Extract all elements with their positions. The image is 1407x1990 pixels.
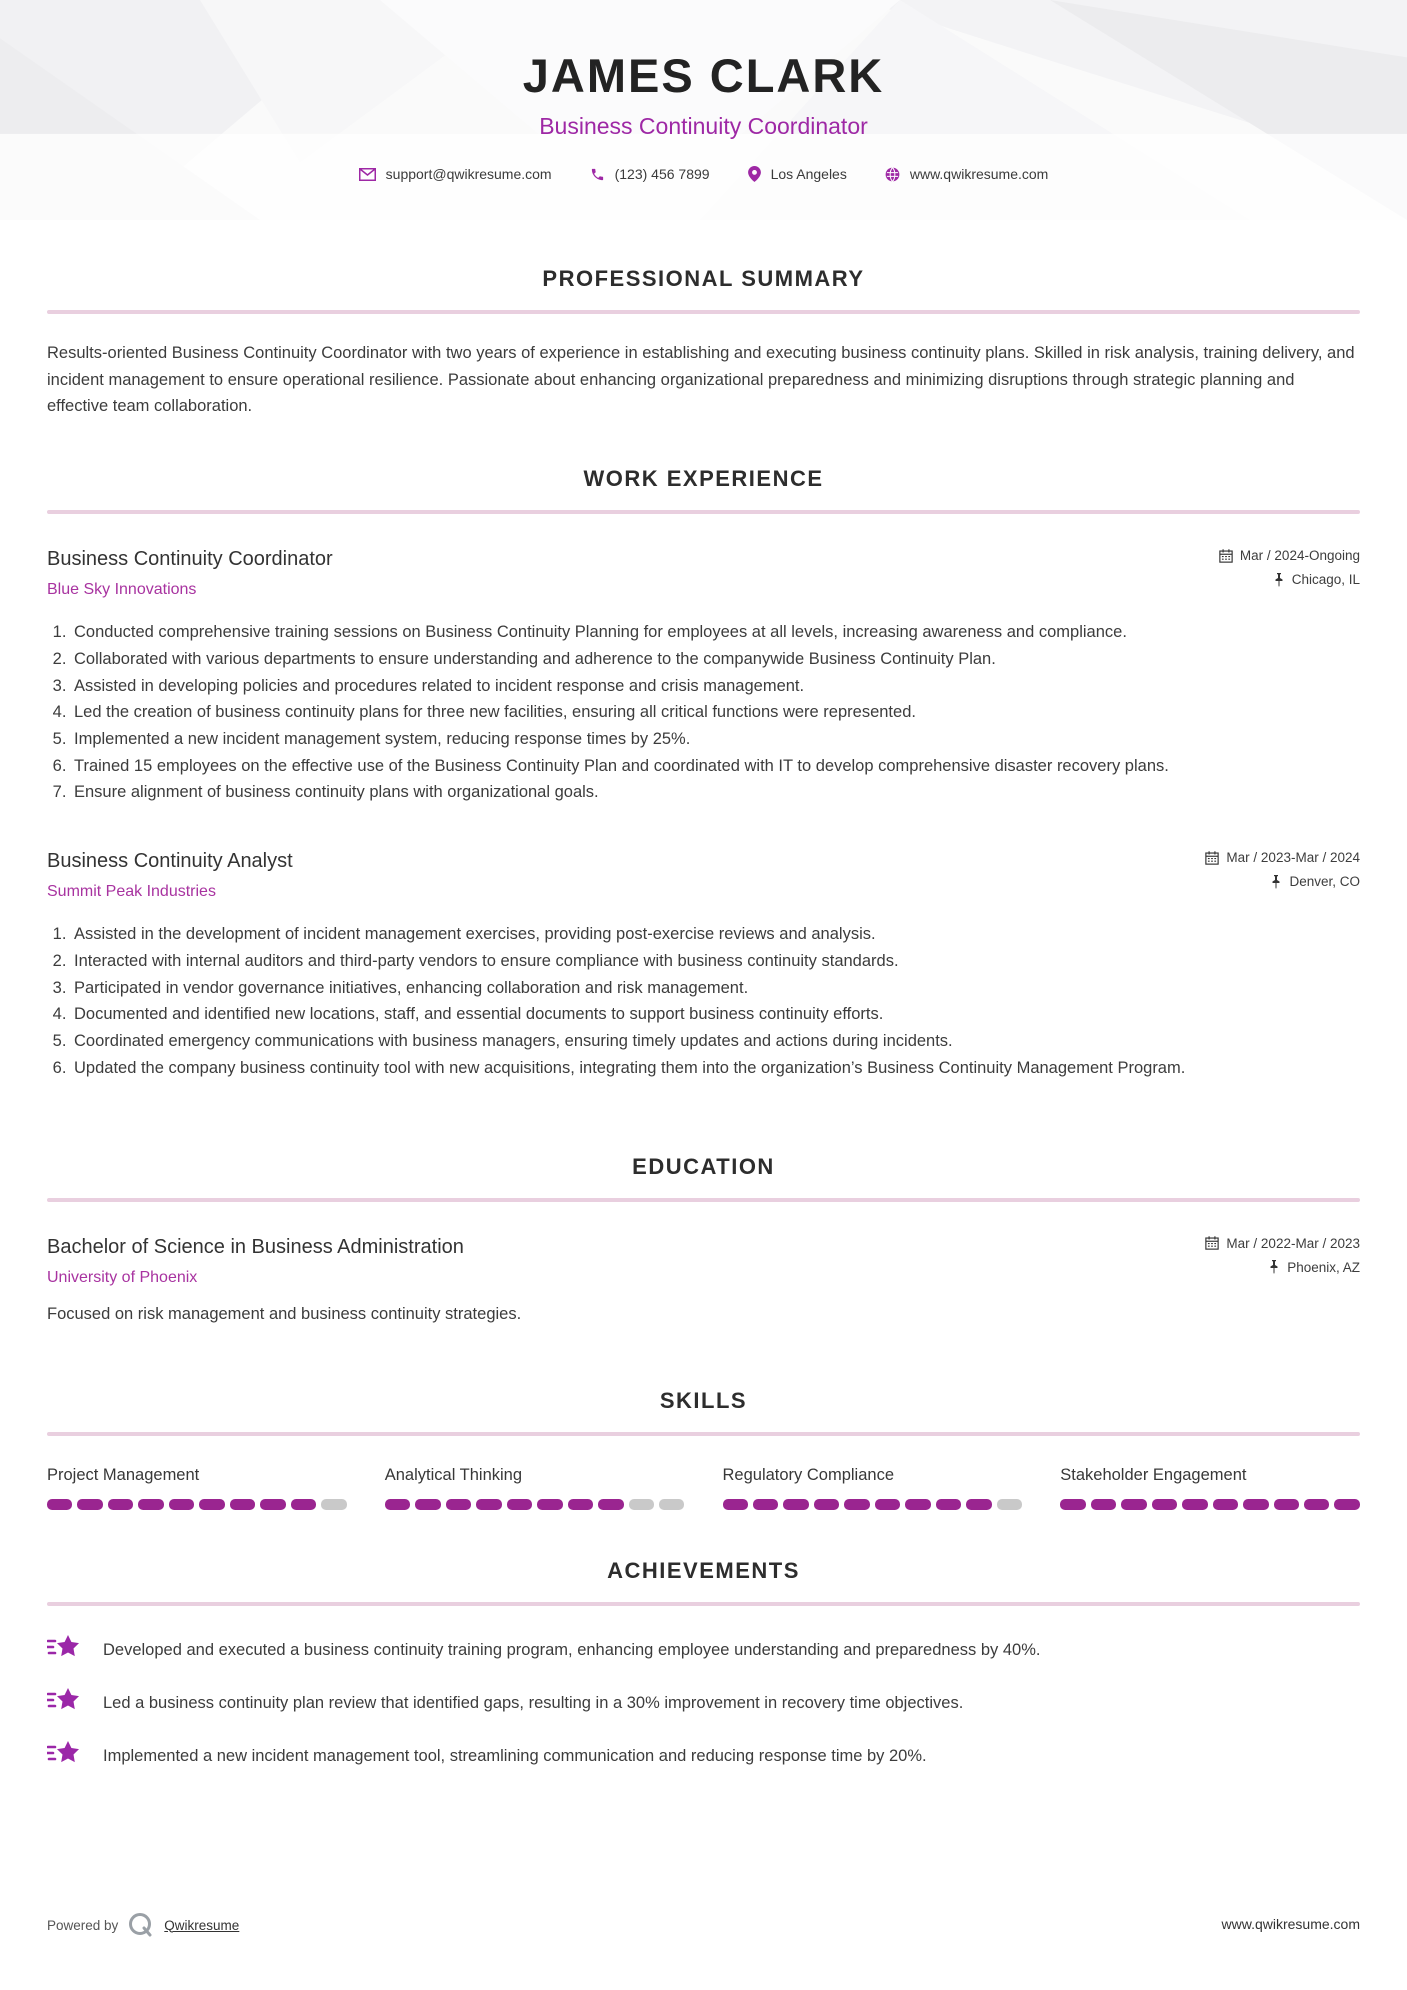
achievements-list [47, 1636, 1360, 1769]
qwikresume-link[interactable]: Qwikresume [164, 1917, 240, 1933]
education-dates: Mar / 2022-Mar / 2023 [1226, 1235, 1360, 1251]
experience-heading: WORK EXPERIENCE [583, 466, 824, 492]
job-location: Denver, CO [1289, 874, 1360, 890]
skill-dash-filled [598, 1499, 623, 1510]
skill-dash-filled [936, 1499, 961, 1510]
calendar-icon [1219, 549, 1233, 563]
section-divider [47, 1198, 1360, 1202]
job-title: Business Continuity Analyst [47, 850, 293, 873]
job-entry [47, 548, 1360, 806]
skill-dash-filled [905, 1499, 930, 1510]
shooting-star-icon [47, 1633, 81, 1663]
job-bullets [47, 619, 1360, 806]
section-divider [47, 1432, 1360, 1436]
achievement-text: Developed and executed a business continuity training program, enhancing employee understanding and preparedness by 40%. [103, 1640, 1041, 1659]
skill-dash-empty [997, 1499, 1022, 1510]
skill-dash-filled [77, 1499, 102, 1510]
job-bullet: 5. Coordinated emergency communications with business managers, ensuring timely updates and actions during incidents. [71, 1028, 1360, 1055]
job-dates: Mar / 2024-Ongoing [1239, 548, 1360, 564]
skill-dash-filled [260, 1499, 285, 1510]
skill-label: Stakeholder Engagement [1060, 1465, 1247, 1484]
job-bullets [47, 921, 1360, 1081]
contact-location-text: Los Angeles [770, 166, 847, 182]
shooting-star-icon [47, 1739, 81, 1769]
summary-heading: PROFESSIONAL SUMMARY [542, 266, 865, 291]
powered-by-label: Powered by [47, 1917, 119, 1933]
achievement-text: Led a business continuity plan review that identified gaps, resulting in a 30% improvement in recovery time objectives. [103, 1693, 964, 1712]
calendar-icon [1205, 851, 1219, 865]
skill-dash-filled [446, 1499, 471, 1510]
skill-level-bar [723, 1499, 1023, 1510]
job-dates: Mar / 2023-Mar / 2024 [1226, 850, 1360, 866]
contact-location [748, 166, 847, 182]
achievement-item [47, 1689, 1360, 1716]
globe-icon [885, 167, 900, 182]
skill-dash-filled [1182, 1499, 1207, 1510]
skill-dash-filled [783, 1499, 808, 1510]
skill-item [385, 1466, 685, 1510]
job-bullet: 1. Conducted comprehensive training sessions on Business Continuity Planning for employees at all levels, increasing awareness and compliance. [71, 619, 1360, 646]
skills-grid [47, 1466, 1360, 1510]
skill-item [47, 1466, 347, 1510]
resume-body [0, 220, 1407, 1795]
job-company: Summit Peak Industries [47, 883, 216, 901]
skill-dash-empty [321, 1499, 346, 1510]
skill-dash-filled [814, 1499, 839, 1510]
skill-dash-filled [875, 1499, 900, 1510]
job-location: Chicago, IL [1291, 572, 1360, 588]
job-bullet: 4. Documented and identified new locations, staff, and essential documents to support business continuity efforts. [71, 1001, 1360, 1028]
job-bullet: 5. Implemented a new incident management system, reducing response times by 25%. [71, 726, 1360, 753]
skill-dash-filled [1334, 1499, 1359, 1510]
job-bullet: 3. Participated in vendor governance initiatives, enhancing collaboration and risk management. [71, 975, 1360, 1002]
skill-dash-empty [659, 1499, 684, 1510]
phone-icon [590, 167, 605, 182]
skill-dash-filled [291, 1499, 316, 1510]
skill-dash-filled [568, 1499, 593, 1510]
job-company: Blue Sky Innovations [47, 581, 197, 599]
skill-dash-filled [537, 1499, 562, 1510]
education-entry [47, 1236, 1360, 1324]
skill-dash-filled [1152, 1499, 1177, 1510]
achievement-item [47, 1636, 1360, 1663]
skill-dash-filled [844, 1499, 869, 1510]
shooting-star-icon [47, 1686, 81, 1716]
skill-dash-empty [629, 1499, 654, 1510]
summary-text: Results-oriented Business Continuity Coordinator with two years of experience in establishing and executing business continuity plans. Skilled in risk analysis, training delivery, and incident management to ensure operational resilience. Passionate about enhancing organizational preparedness and minimizing disruptions through strategic planning and effective team collaboration. [47, 344, 1355, 416]
pushpin-icon [1268, 1260, 1280, 1274]
skill-dash-filled [1213, 1499, 1238, 1510]
section-divider [47, 510, 1360, 514]
candidate-title: Business Continuity Coordinator [539, 113, 868, 139]
skill-dash-filled [138, 1499, 163, 1510]
resume-header [0, 0, 1407, 220]
calendar-icon [1205, 1236, 1219, 1250]
skill-dash-filled [1121, 1499, 1146, 1510]
skill-label: Analytical Thinking [384, 1465, 523, 1484]
skill-label: Project Management [47, 1465, 200, 1484]
skill-dash-filled [1060, 1499, 1085, 1510]
skill-dash-filled [199, 1499, 224, 1510]
job-bullet: 4. Led the creation of business continuity plans for three new facilities, ensuring all critical functions were represented. [71, 699, 1360, 726]
job-bullet: 2. Collaborated with various departments to ensure understanding and adherence to the companywide Business Continuity Plan. [71, 646, 1360, 673]
skill-dash-filled [1091, 1499, 1116, 1510]
degree-title: Bachelor of Science in Business Administration [47, 1235, 464, 1258]
contact-phone[interactable] [590, 166, 710, 182]
skill-dash-filled [415, 1499, 440, 1510]
skill-dash-filled [108, 1499, 133, 1510]
achievement-text: Implemented a new incident management tool, streamlining communication and reducing response time by 20%. [103, 1746, 927, 1765]
school-name: University of Phoenix [47, 1268, 198, 1286]
job-bullet: 7. Ensure alignment of business continuity plans with organizational goals. [71, 779, 1360, 806]
skill-dash-filled [966, 1499, 991, 1510]
job-bullet: 1. Assisted in the development of incident management exercises, providing post-exercise reviews and analysis. [71, 921, 1360, 948]
skill-dash-filled [230, 1499, 255, 1510]
section-divider [47, 310, 1360, 314]
education-heading: EDUCATION [632, 1153, 775, 1179]
footer-website-link[interactable]: www.qwikresume.com [1221, 1916, 1360, 1932]
job-bullet: 2. Interacted with internal auditors and third-party vendors to ensure compliance with business continuity standards. [71, 948, 1360, 975]
skill-dash-filled [1304, 1499, 1329, 1510]
skill-dash-filled [385, 1499, 410, 1510]
skill-dash-filled [753, 1499, 778, 1510]
education-description: Focused on risk management and business continuity strategies. [47, 1304, 522, 1323]
education-location: Phoenix, AZ [1287, 1259, 1360, 1275]
skill-dash-filled [1274, 1499, 1299, 1510]
skill-item [1060, 1466, 1360, 1510]
skill-dash-filled [47, 1499, 72, 1510]
skill-dash-filled [169, 1499, 194, 1510]
contact-email-text: support@qwikresume.com [385, 166, 552, 182]
contact-phone-text: (123) 456 7899 [614, 166, 710, 182]
skill-level-bar [1060, 1499, 1360, 1510]
skill-level-bar [47, 1499, 347, 1510]
candidate-name: JAMES CLARK [522, 49, 885, 102]
contact-email[interactable] [359, 166, 552, 182]
job-entry [47, 850, 1360, 1081]
pushpin-icon [1270, 875, 1282, 889]
contact-website[interactable] [885, 166, 1048, 182]
page-footer [0, 1912, 1407, 1990]
job-bullet: 6. Updated the company business continuity tool with new acquisitions, integrating them into the organization’s Business Continuity Management Program. [71, 1055, 1360, 1082]
achievements-heading: ACHIEVEMENTS [607, 1557, 800, 1583]
skill-dash-filled [507, 1499, 532, 1510]
skill-item [723, 1466, 1023, 1510]
contact-row [47, 166, 1360, 182]
achievement-item [47, 1742, 1360, 1769]
contact-website-text: www.qwikresume.com [909, 166, 1049, 182]
skill-dash-filled [476, 1499, 501, 1510]
qwikresume-logo-icon [128, 1912, 154, 1938]
location-pin-icon [748, 166, 761, 182]
section-divider [47, 1602, 1360, 1606]
pushpin-icon [1273, 573, 1285, 587]
skills-heading: SKILLS [659, 1387, 748, 1413]
email-icon [359, 168, 376, 181]
skill-level-bar [385, 1499, 685, 1510]
job-bullet: 3. Assisted in developing policies and procedures related to incident response and crisis management. [71, 673, 1360, 700]
job-title: Business Continuity Coordinator [47, 548, 333, 571]
job-bullet: 6. Trained 15 employees on the effective use of the Business Continuity Plan and coordinated with IT to develop comprehensive disaster recovery plans. [71, 753, 1360, 780]
skill-dash-filled [1243, 1499, 1268, 1510]
skill-dash-filled [723, 1499, 748, 1510]
skill-label: Regulatory Compliance [722, 1465, 895, 1484]
